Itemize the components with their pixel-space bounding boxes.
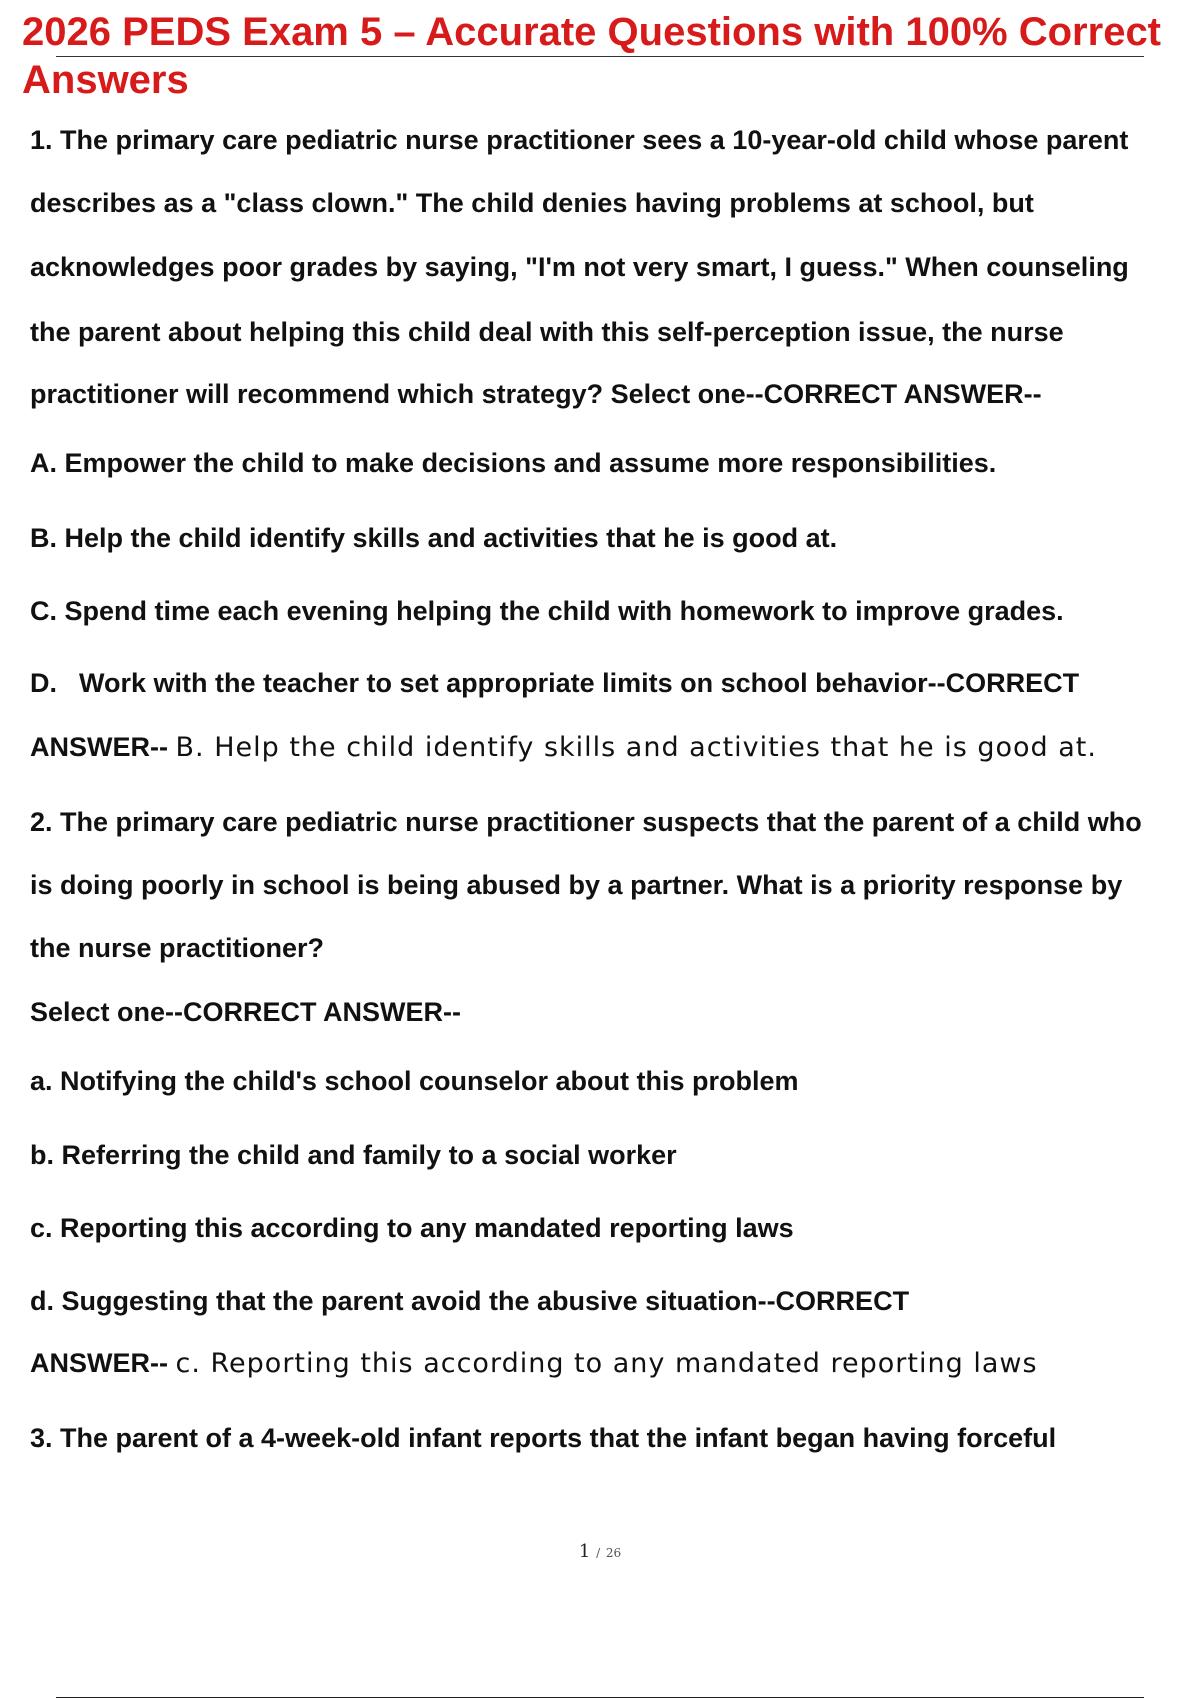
question-2-option-c: c. Reporting this according to any mandated reporting laws	[30, 1213, 794, 1243]
question-1-line-4: the parent about helping this child deal with this self-perception issue, the nurse	[30, 317, 1064, 347]
question-2-line-1: 2. The primary care pediatric nurse practitioner suspects that the parent of a child who	[30, 807, 1142, 837]
question-1-answer	[30, 730, 1097, 765]
question-3-line-1: 3. The parent of a 4-week-old infant reports that the infant began having forceful	[30, 1423, 1057, 1453]
question-2-option-b: b. Referring the child and family to a social worker	[30, 1140, 677, 1170]
question-2-option-a: a. Notifying the child's school counselor about this problem	[30, 1066, 799, 1096]
page-title: 2026 PEDS Exam 5 – Accurate Questions with 100% Correct Answers	[22, 10, 1162, 102]
question-1-option-c: C. Spend time each evening helping the child with homework to improve grades.	[30, 596, 1064, 626]
page-current: 1	[578, 1541, 591, 1562]
question-1-answer-label: ANSWER--	[30, 732, 168, 762]
page-separator: /	[596, 1546, 601, 1560]
question-1-option-d-letter: D.	[30, 668, 57, 698]
question-1-option-d	[30, 666, 1079, 700]
question-2-line-2: is doing poorly in school is being abused by a partner. What is a priority response by	[30, 870, 1123, 900]
question-2-answer	[30, 1346, 1038, 1381]
page-number	[0, 1541, 1200, 1562]
title-underline	[56, 56, 1144, 57]
question-2-line-3: the nurse practitioner?	[30, 933, 325, 963]
question-1-line-5: practitioner will recommend which strategy? Select one--CORRECT ANSWER--	[30, 379, 1042, 409]
question-1-option-b: B. Help the child identify skills and activities that he is good at.	[30, 523, 838, 553]
question-1-line-3: acknowledges poor grades by saying, "I'm not very smart, I guess." When counseling	[30, 252, 1129, 282]
page-total: 26	[605, 1546, 622, 1560]
question-1-option-d-text: Work with the teacher to set appropriate limits on school behavior--CORRECT	[79, 668, 1080, 698]
question-1-option-a: A. Empower the child to make decisions and assume more responsibilities.	[30, 448, 997, 478]
question-1-answer-text: B. Help the child identify skills and activities that he is good at.	[175, 732, 1097, 763]
question-1-line-1: 1. The primary care pediatric nurse practitioner sees a 10-year-old child whose parent	[30, 125, 1129, 155]
question-2-answer-text: c. Reporting this according to any mandated reporting laws	[175, 1348, 1038, 1379]
footer-rule	[56, 1697, 1144, 1698]
question-2-option-d: d. Suggesting that the parent avoid the abusive situation--CORRECT	[30, 1286, 910, 1316]
question-2-line-4: Select one--CORRECT ANSWER--	[30, 997, 462, 1027]
question-1-line-2: describes as a "class clown." The child denies having problems at school, but	[30, 188, 1034, 218]
question-2-answer-label: ANSWER--	[30, 1348, 168, 1378]
